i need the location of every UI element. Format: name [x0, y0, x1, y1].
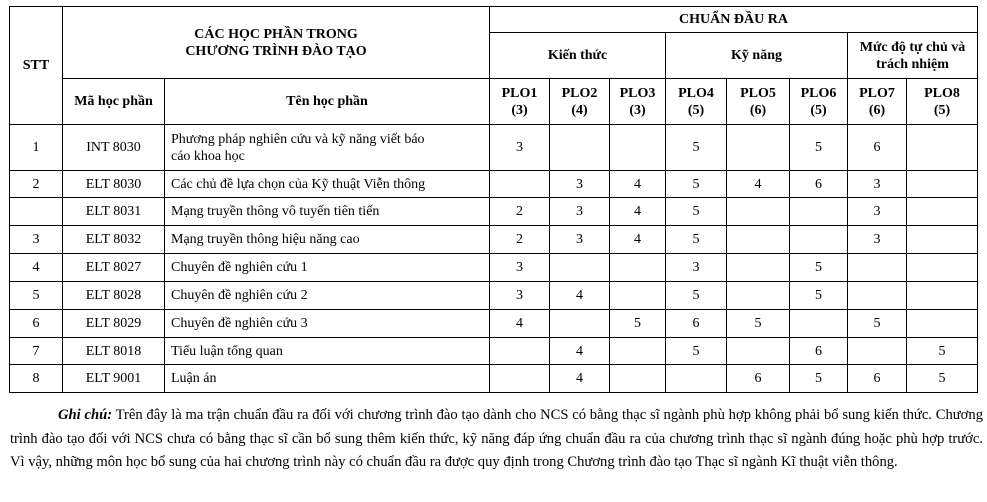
row-stt: [10, 198, 63, 226]
plo-header-4: PLO4 (5): [666, 79, 727, 125]
row-stt: 3: [10, 226, 63, 254]
row-stt: 8: [10, 365, 63, 393]
outcomes-matrix-table: [9, 6, 978, 393]
row-plo3-cell: [610, 254, 666, 282]
row-plo1-cell: 3: [490, 282, 550, 310]
row-plo4-cell: 5: [666, 282, 727, 310]
row-plo6-cell: 5: [790, 125, 848, 171]
row-plo7-cell: 5: [848, 310, 907, 338]
plo-header-7: PLO7 (6): [848, 79, 907, 125]
row-stt: 7: [10, 338, 63, 365]
row-plo4-cell: 3: [666, 254, 727, 282]
row-plo7-cell: [848, 338, 907, 365]
stt-header: STT: [10, 7, 63, 125]
row-plo7-cell: 6: [848, 365, 907, 393]
row-plo7-cell: 3: [848, 226, 907, 254]
row-plo3-cell: [610, 282, 666, 310]
row-plo3-cell: [610, 365, 666, 393]
row-plo6-cell: 6: [790, 171, 848, 198]
row-plo1-cell: 2: [490, 198, 550, 226]
courses-header: CÁC HỌC PHẦN TRONG CHƯƠNG TRÌNH ĐÀO TẠO: [63, 7, 490, 79]
row-plo4-cell: 5: [666, 198, 727, 226]
row-course-name: Chuyên đề nghiên cứu 2: [165, 282, 490, 310]
row-plo8-cell: [907, 254, 978, 282]
row-plo2-cell: 3: [550, 171, 610, 198]
skills-header: Kỹ năng: [666, 33, 848, 79]
row-course-name: Phương pháp nghiên cứu và kỹ năng viết báo cáo khoa học: [165, 125, 490, 171]
row-plo1-cell: [490, 365, 550, 393]
row-plo7-cell: 6: [848, 125, 907, 171]
table-row: [10, 171, 978, 198]
row-course-code: ELT 8027: [63, 254, 165, 282]
row-plo4-cell: 6: [666, 310, 727, 338]
row-plo1-cell: [490, 171, 550, 198]
row-plo3-cell: [610, 338, 666, 365]
plo-header-3: PLO3 (3): [610, 79, 666, 125]
row-plo4-cell: 5: [666, 226, 727, 254]
row-plo2-cell: [550, 125, 610, 171]
table-row: [10, 198, 978, 226]
row-plo5-cell: 4: [727, 171, 790, 198]
table-row: [10, 254, 978, 282]
row-plo8-cell: [907, 125, 978, 171]
row-stt: 1: [10, 125, 63, 171]
plo-header-2: PLO2 (4): [550, 79, 610, 125]
row-course-code: ELT 8028: [63, 282, 165, 310]
table-row: [10, 365, 978, 393]
row-course-code: ELT 9001: [63, 365, 165, 393]
footnote-text: Trên đây là ma trận chuẩn đầu ra đối với chương trình đào tạo dành cho NCS có bằng thạc sĩ ngành phù hợp không phải bổ sung kiến thức. Chương trình đào tạo đối với NCS chưa có bằng thạc sĩ cần bổ sung thêm kiến thức, kỹ năng đáp ứng chuẩn đầu ra của chương trình thạc sĩ ngành đúng hoặc phù hợp trước. Vì vậy, những môn học bổ sung của hai chương trình này có chuẩn đầu ra được quy định trong Chương trình đào tạo Thạc sĩ ngành Kĩ thuật viễn thông.: [10, 407, 983, 470]
autonomy-header: Mức độ tự chủ và trách nhiệm: [848, 33, 978, 79]
row-plo6-cell: [790, 310, 848, 338]
row-plo6-cell: [790, 198, 848, 226]
row-course-name: Chuyên đề nghiên cứu 3: [165, 310, 490, 338]
row-plo7-cell: 3: [848, 198, 907, 226]
row-plo8-cell: [907, 282, 978, 310]
row-plo6-cell: 5: [790, 254, 848, 282]
row-plo6-cell: 6: [790, 338, 848, 365]
table-row: [10, 226, 978, 254]
knowledge-header: Kiến thức: [490, 33, 666, 79]
row-plo1-cell: [490, 338, 550, 365]
row-plo2-cell: 4: [550, 365, 610, 393]
row-course-name: Chuyên đề nghiên cứu 1: [165, 254, 490, 282]
row-plo5-cell: [727, 226, 790, 254]
footnote-label: Ghi chú:: [58, 407, 113, 423]
row-course-name: Mạng truyền thông hiệu năng cao: [165, 226, 490, 254]
table-row: [10, 310, 978, 338]
plo-header-6: PLO6 (5): [790, 79, 848, 125]
row-plo5-cell: 6: [727, 365, 790, 393]
row-plo4-cell: 5: [666, 171, 727, 198]
footnote: [10, 404, 983, 475]
row-plo5-cell: [727, 338, 790, 365]
row-stt: 4: [10, 254, 63, 282]
row-stt: 6: [10, 310, 63, 338]
row-plo8-cell: [907, 198, 978, 226]
row-course-code: ELT 8030: [63, 171, 165, 198]
row-course-name: Các chủ đề lựa chọn của Kỹ thuật Viễn thông: [165, 171, 490, 198]
row-plo8-cell: [907, 310, 978, 338]
row-plo5-cell: [727, 254, 790, 282]
row-plo1-cell: 4: [490, 310, 550, 338]
row-plo7-cell: [848, 254, 907, 282]
row-plo8-cell: [907, 226, 978, 254]
row-plo2-cell: 3: [550, 198, 610, 226]
row-course-name: Tiểu luận tổng quan: [165, 338, 490, 365]
row-plo3-cell: 4: [610, 171, 666, 198]
row-plo5-cell: 5: [727, 310, 790, 338]
table-row: [10, 338, 978, 365]
row-course-code: ELT 8018: [63, 338, 165, 365]
row-plo2-cell: [550, 310, 610, 338]
row-plo1-cell: 3: [490, 125, 550, 171]
row-plo6-cell: 5: [790, 282, 848, 310]
row-plo1-cell: 2: [490, 226, 550, 254]
table-row: [10, 125, 978, 171]
row-plo2-cell: 4: [550, 338, 610, 365]
row-course-name: Mạng truyền thông vô tuyến tiên tiến: [165, 198, 490, 226]
row-plo2-cell: 4: [550, 282, 610, 310]
row-plo2-cell: 3: [550, 226, 610, 254]
row-plo8-cell: [907, 171, 978, 198]
row-plo4-cell: 5: [666, 125, 727, 171]
code-header: Mã học phần: [63, 79, 165, 125]
table-row: [10, 282, 978, 310]
row-course-code: ELT 8032: [63, 226, 165, 254]
row-plo3-cell: [610, 125, 666, 171]
row-plo7-cell: 3: [848, 171, 907, 198]
row-plo8-cell: 5: [907, 365, 978, 393]
row-plo8-cell: 5: [907, 338, 978, 365]
row-stt: 2: [10, 171, 63, 198]
outcomes-header: CHUẨN ĐẦU RA: [490, 7, 978, 33]
row-plo6-cell: 5: [790, 365, 848, 393]
row-plo4-cell: 5: [666, 338, 727, 365]
row-plo5-cell: [727, 198, 790, 226]
row-plo5-cell: [727, 282, 790, 310]
row-plo5-cell: [727, 125, 790, 171]
row-plo3-cell: 4: [610, 198, 666, 226]
row-plo6-cell: [790, 226, 848, 254]
row-stt: 5: [10, 282, 63, 310]
row-course-code: INT 8030: [63, 125, 165, 171]
row-plo3-cell: 4: [610, 226, 666, 254]
row-plo2-cell: [550, 254, 610, 282]
plo-header-8: PLO8 (5): [907, 79, 978, 125]
row-course-code: ELT 8031: [63, 198, 165, 226]
row-plo7-cell: [848, 282, 907, 310]
row-course-code: ELT 8029: [63, 310, 165, 338]
plo-header-5: PLO5 (6): [727, 79, 790, 125]
row-plo3-cell: 5: [610, 310, 666, 338]
row-plo4-cell: [666, 365, 727, 393]
row-plo1-cell: 3: [490, 254, 550, 282]
row-course-name: Luận án: [165, 365, 490, 393]
name-header: Tên học phần: [165, 79, 490, 125]
plo-header-1: PLO1 (3): [490, 79, 550, 125]
